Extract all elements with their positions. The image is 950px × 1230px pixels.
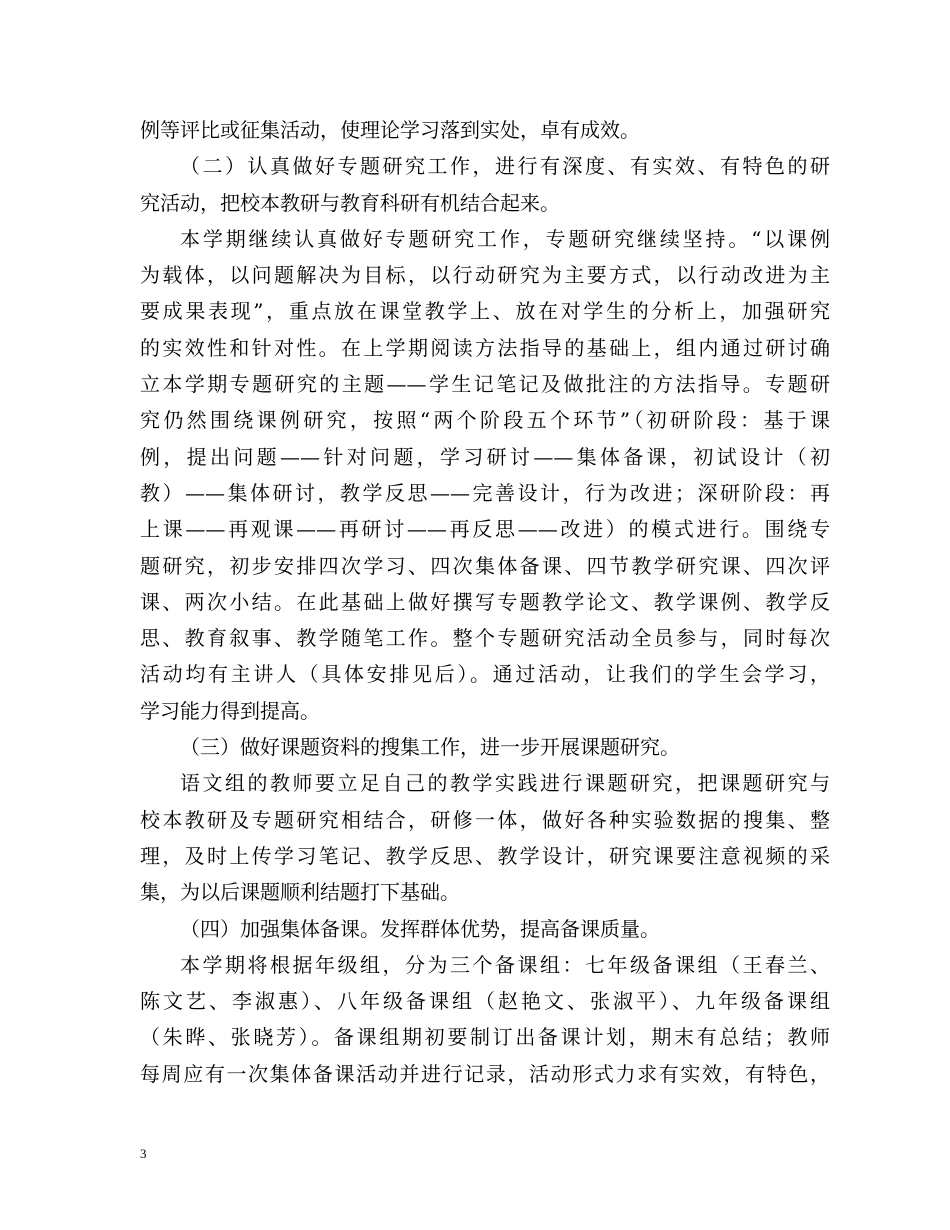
text-line: 究仍然围绕课例研究，按照“两个阶段五个环节”（初研阶段：基于课 (140, 408, 830, 433)
text-line: 为载体，以问题解决为目标，以行动研究为主要方式，以行动改进为主 (140, 263, 830, 288)
text-line: 学习能力得到提高。 (140, 698, 320, 723)
text-line: （四）加强集体备课。发挥群体优势，提高备课质量。 (180, 916, 660, 941)
text-line: 理，及时上传学习笔记、教学反思、教学设计，研究课要注意视频的采 (140, 843, 830, 868)
document-body (140, 112, 830, 1092)
text-line: 要成果表现”，重点放在课堂教学上、放在对学生的分析上，加强研究 (140, 299, 830, 324)
text-line: 立本学期专题研究的主题——学生记笔记及做批注的方法指导。专题研 (140, 372, 830, 397)
text-line: （三）做好课题资料的搜集工作，进一步开展课题研究。 (180, 735, 680, 760)
text-line: 本学期继续认真做好专题研究工作，专题研究继续坚持。“以课例 (180, 226, 830, 251)
text-line: 究活动，把校本教研与教育科研有机结合起来。 (140, 190, 560, 215)
text-line: 活动均有主讲人（具体安排见后）。通过活动，让我们的学生会学习， (140, 662, 830, 687)
text-line: 题研究，初步安排四次学习、四次集体备课、四节教学研究课、四次评 (140, 553, 830, 578)
text-line: 陈文艺、李淑惠）、八年级备课组（赵艳文、张淑平）、九年级备课组 (140, 989, 830, 1014)
text-line: 语文组的教师要立足自己的教学实践进行课题研究，把课题研究与 (180, 771, 830, 796)
page-number: 3 (140, 1146, 147, 1161)
text-line: 的实效性和针对性。在上学期阅读方法指导的基础上，组内通过研讨确 (140, 335, 830, 360)
text-line: 集，为以后课题顺利结题打下基础。 (140, 880, 460, 905)
text-line: 课、两次小结。在此基础上做好撰写专题教学论文、教学课例、教学反 (140, 589, 830, 614)
text-line: 校本教研及专题研究相结合，研修一体，做好各种实验数据的搜集、整 (140, 807, 830, 832)
text-line: （朱晔、张晓芳）。备课组期初要制订出备课计划，期末有总结；教师 (140, 1025, 830, 1050)
text-line: （二）认真做好专题研究工作，进行有深度、有实效、有特色的研 (180, 154, 830, 179)
text-line: 思、教育叙事、教学随笔工作。整个专题研究活动全员参与，同时每次 (140, 626, 830, 651)
text-line: 教）——集体研讨，教学反思——完善设计，行为改进；深研阶段：再 (140, 480, 830, 505)
text-line: 例等评比或征集活动，使理论学习落到实处，卓有成效。 (140, 118, 640, 142)
text-line: 上课——再观课——再研讨——再反思——改进）的模式进行。围绕专 (140, 517, 830, 542)
text-line: 例，提出问题——针对问题，学习研讨——集体备课，初试设计（初 (140, 444, 830, 469)
text-line: 本学期将根据年级组，分为三个备课组：七年级备课组（王春兰、 (180, 952, 830, 977)
text-line: 每周应有一次集体备课活动并进行记录，活动形式力求有实效，有特色， (140, 1061, 830, 1086)
